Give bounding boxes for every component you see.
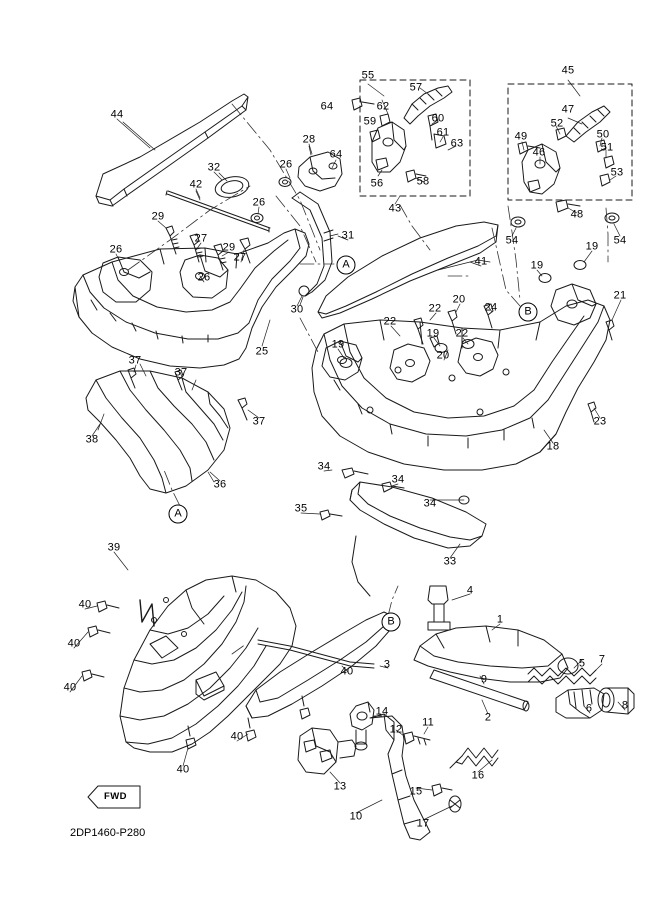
callout-number: 45 xyxy=(561,64,575,77)
callout-number: 28 xyxy=(302,133,316,146)
section-ref-circle: B xyxy=(519,303,538,322)
callout-number: 54 xyxy=(505,234,519,247)
callout-number: 38 xyxy=(85,433,99,446)
callout-number: 22 xyxy=(383,315,397,328)
callout-number: 24 xyxy=(484,301,498,314)
callout-number: 19 xyxy=(585,240,599,253)
callout-number: 27 xyxy=(233,251,247,264)
section-ref-circle: B xyxy=(382,613,401,632)
callout-number: 53 xyxy=(610,166,624,179)
section-ref-circle: A xyxy=(169,505,188,524)
callout-number: 37 xyxy=(252,415,266,428)
callout-number: 61 xyxy=(436,126,450,139)
part-b-cover xyxy=(246,612,392,718)
part-number-label: 2DP1460-P280 xyxy=(70,827,146,839)
callout-number: 5 xyxy=(578,657,586,670)
part-31-slat xyxy=(292,192,333,296)
nuts-19 xyxy=(340,261,586,368)
callout-number: 40 xyxy=(78,598,92,611)
callout-number: 62 xyxy=(376,100,390,113)
part-56-bracket xyxy=(372,122,406,172)
callout-number: 18 xyxy=(546,440,560,453)
callout-number: 59 xyxy=(363,115,377,128)
callout-number: 12 xyxy=(389,723,403,736)
callout-number: 48 xyxy=(570,208,584,221)
fwd-label: FWD xyxy=(104,791,127,802)
callout-number: 11 xyxy=(422,716,434,729)
callout-number: 29 xyxy=(222,241,236,254)
part-59-62-64-fasteners xyxy=(352,98,446,182)
callout-number: 52 xyxy=(550,117,564,130)
callout-number: 25 xyxy=(255,345,269,358)
callout-number: 54 xyxy=(613,234,627,247)
part-15-17-fastener xyxy=(432,784,461,812)
part-39-floorboard-lower xyxy=(120,576,296,752)
callout-number: 34 xyxy=(317,460,331,473)
callout-number: 26 xyxy=(197,271,211,284)
part-4-knob xyxy=(428,586,450,630)
part-38-side-cover xyxy=(86,371,230,493)
callout-number: 34 xyxy=(391,473,405,486)
callout-number: 51 xyxy=(600,141,614,154)
callout-number: 36 xyxy=(213,478,227,491)
callout-number: 19 xyxy=(331,338,345,351)
callout-number: 8 xyxy=(621,699,629,712)
part-32-cap xyxy=(213,174,250,201)
callout-number: 56 xyxy=(370,177,384,190)
part-11-12-bolt xyxy=(404,732,430,745)
callout-number: 27 xyxy=(194,232,208,245)
callout-number: 47 xyxy=(561,103,575,116)
part-3-cable xyxy=(258,640,374,668)
callout-number: 21 xyxy=(613,289,627,302)
section-ref-circle: A xyxy=(337,256,356,275)
callout-number: 63 xyxy=(450,137,464,150)
callout-number: 7 xyxy=(598,653,606,666)
callout-number: 16 xyxy=(471,769,485,782)
callout-number: 34 xyxy=(423,497,437,510)
callout-number: 4 xyxy=(466,584,474,597)
callout-number: 50 xyxy=(596,128,610,141)
callout-number: 3 xyxy=(383,658,391,671)
part-33-lower-rail xyxy=(350,482,486,548)
callout-number: 9 xyxy=(480,673,488,686)
callout-number: 58 xyxy=(416,175,430,188)
callout-number: 40 xyxy=(340,665,354,678)
part-2-shaft xyxy=(430,670,529,711)
callout-number: 42 xyxy=(189,178,203,191)
callout-number: 20 xyxy=(452,293,466,306)
callout-number: 1 xyxy=(496,613,504,626)
callout-number: 26 xyxy=(279,158,293,171)
part-13-bracket xyxy=(298,728,356,774)
callout-number: 39 xyxy=(107,541,121,554)
part-16-spring xyxy=(450,748,498,768)
callout-number: 57 xyxy=(409,81,423,94)
callout-number: 26 xyxy=(109,243,123,256)
callout-number: 37 xyxy=(128,354,142,367)
washers-54 xyxy=(511,213,619,227)
callout-number: 22 xyxy=(455,327,469,340)
screws-20-22-24 xyxy=(414,301,614,422)
part-18-floorboard-right xyxy=(312,300,610,470)
callout-number: 35 xyxy=(294,502,308,515)
callout-number: 40 xyxy=(63,681,77,694)
part-25-floorboard xyxy=(73,229,309,368)
callout-number: 37 xyxy=(174,366,188,379)
callout-number: 29 xyxy=(151,210,165,223)
part-49-53-fasteners-right xyxy=(518,128,614,212)
callout-number: 17 xyxy=(416,817,430,830)
callout-number: 40 xyxy=(176,763,190,776)
callout-number: 60 xyxy=(431,112,445,125)
callout-number: 6 xyxy=(585,702,593,715)
callout-number: 32 xyxy=(207,161,221,174)
callout-number: 30 xyxy=(290,303,304,316)
callout-number: 49 xyxy=(514,130,528,143)
callout-number: 19 xyxy=(426,327,440,340)
callout-number: 64 xyxy=(320,100,334,113)
callout-number: 23 xyxy=(593,415,607,428)
callout-number: 41 xyxy=(474,255,488,268)
callout-number: 55 xyxy=(361,69,375,82)
callout-number: 40 xyxy=(230,730,244,743)
callout-number: 15 xyxy=(409,785,423,798)
callout-number: 22 xyxy=(428,302,442,315)
callout-number: 10 xyxy=(349,810,363,823)
callout-number: 46 xyxy=(532,146,546,159)
callout-number: 2 xyxy=(484,711,492,724)
callout-number: 64 xyxy=(329,148,343,161)
callout-number: 14 xyxy=(375,705,389,718)
callout-number: 31 xyxy=(341,229,355,242)
callout-number: 20 xyxy=(436,349,450,362)
fasteners-left-group xyxy=(166,178,291,271)
callout-number: 33 xyxy=(443,555,457,568)
callout-number: 43 xyxy=(388,202,402,215)
callout-number: 40 xyxy=(67,637,81,650)
part-1-main-stand xyxy=(414,626,578,682)
callout-number: 44 xyxy=(110,108,124,121)
callout-number: 26 xyxy=(252,196,266,209)
callout-number: 13 xyxy=(333,780,347,793)
callout-number: 19 xyxy=(530,259,544,272)
